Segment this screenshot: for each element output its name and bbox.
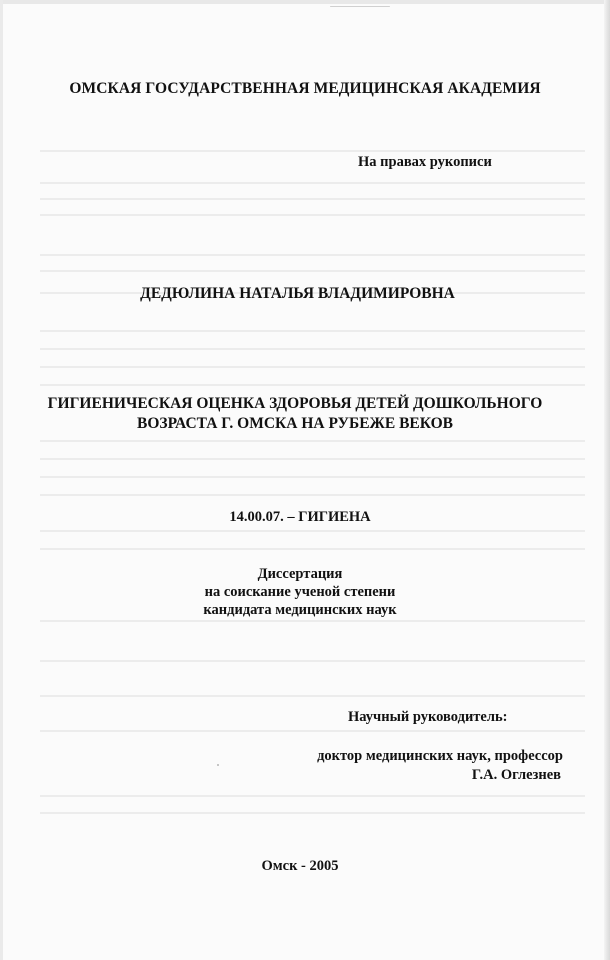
dissertation-title-line-1: ГИГИЕНИЧЕСКАЯ ОЦЕНКА ЗДОРОВЬЯ ДЕТЕЙ ДОШКОЛЬНОГО (47, 395, 543, 412)
supervisor-label: Научный руководитель: (348, 709, 508, 725)
scan-edge-right (604, 0, 610, 960)
dissertation-title-line-2: ВОЗРАСТА Г. ОМСКА НА РУБЕЖЕ ВЕКОВ (137, 415, 453, 432)
institution-heading: ОМСКАЯ ГОСУДАРСТВЕННАЯ МЕДИЦИНСКАЯ АКАДЕМИЯ (69, 80, 541, 97)
supervisor-degree: доктор медицинских наук, профессор (317, 748, 563, 764)
scan-edge-top (0, 0, 610, 4)
supervisor-name: Г.А. Оглезнев (471, 767, 561, 783)
city-year: Омск - 2005 (261, 858, 339, 874)
dissertation-label: Диссертация (257, 566, 343, 582)
author-name: ДЕДЮЛИНА НАТАЛЬЯ ВЛАДИМИРОВНА (140, 285, 455, 302)
specialty-code: 14.00.07. – ГИГИЕНА (229, 509, 371, 525)
manuscript-note: На правах рукописи (358, 154, 492, 170)
degree-purpose-line: на соискание ученой степени (204, 584, 396, 600)
degree-name-line: кандидата медицинских наук (203, 602, 397, 618)
scan-edge-left (0, 0, 3, 960)
